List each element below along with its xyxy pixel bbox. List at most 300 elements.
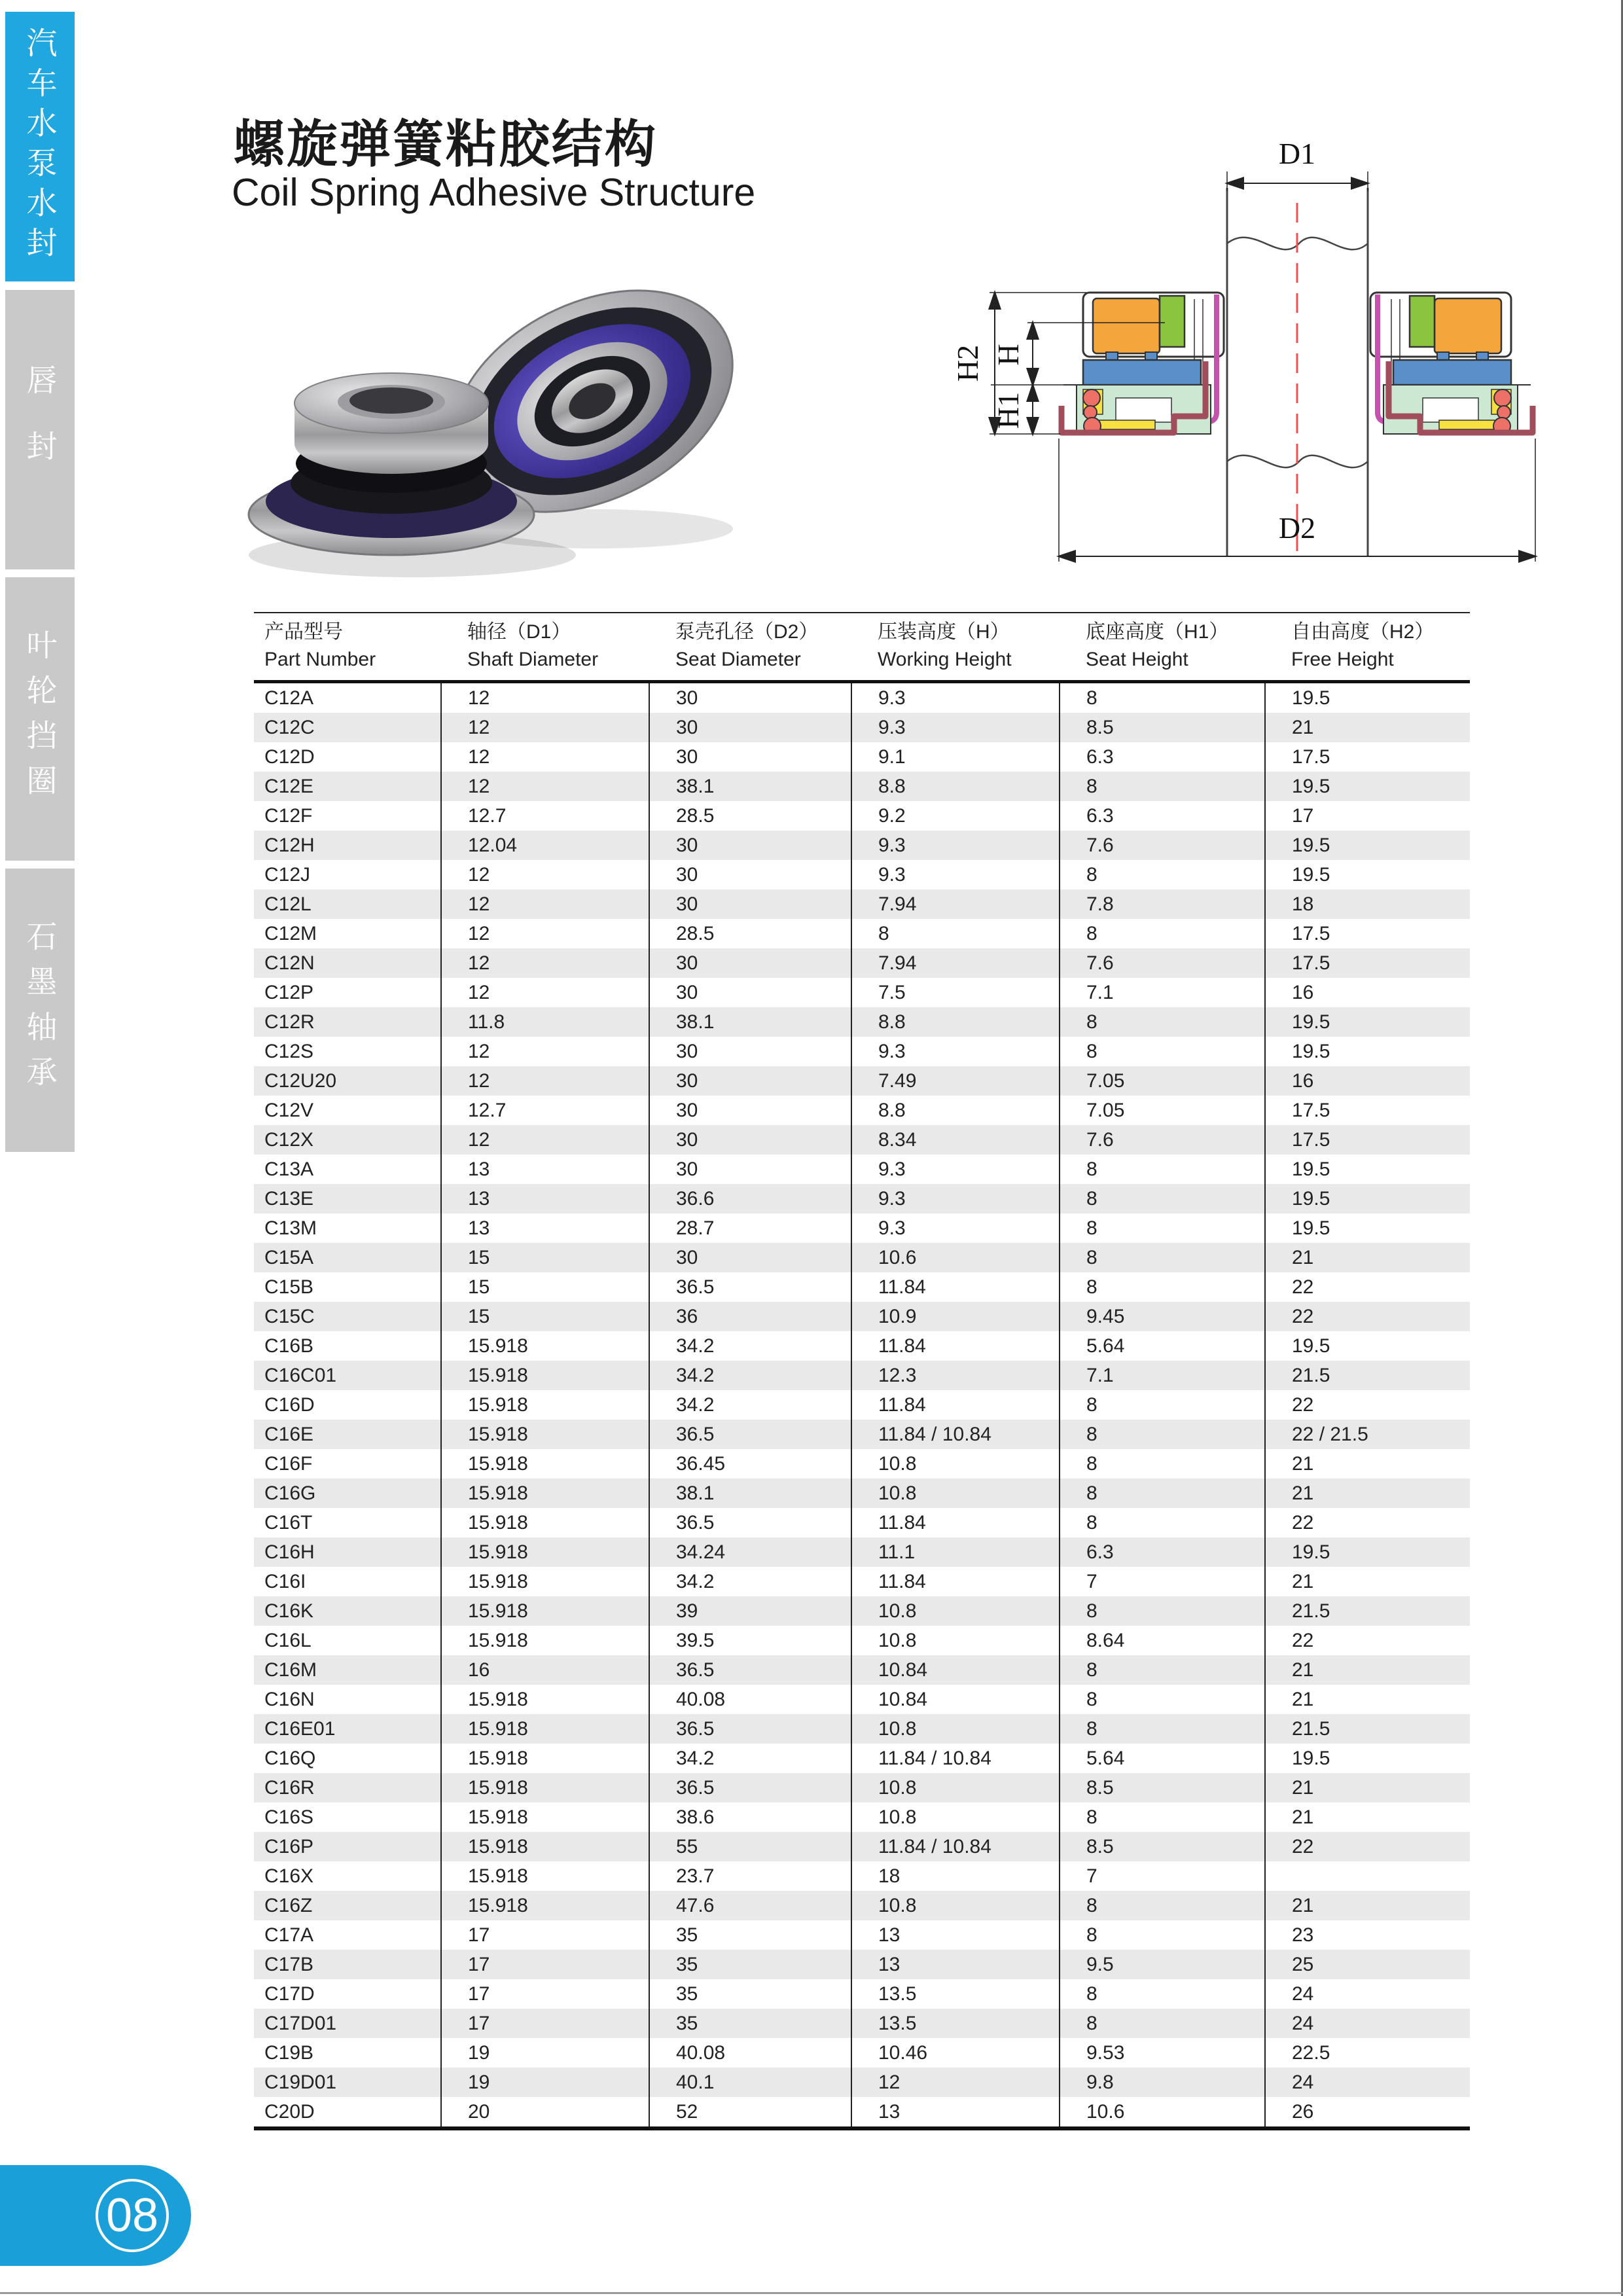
table-cell: C16D [264, 1393, 315, 1416]
table-cell: C12J [264, 863, 311, 886]
table-cell: 15.918 [441, 1537, 649, 1567]
table-cell: 36.5 [649, 1508, 851, 1537]
table-cell: 12 [441, 889, 649, 919]
table-cell: C16K [264, 1600, 314, 1622]
sidebar-tab-4[interactable]: 石墨轴承 [5, 869, 75, 1152]
table-cell: 11.84 [851, 1567, 1060, 1596]
table-cell: 13 [441, 1184, 649, 1213]
table-cell: 15 [441, 1272, 649, 1302]
table-cell: 9.8 [1060, 2068, 1265, 2097]
table-cell: 30 [649, 682, 851, 713]
table-cell: 7.05 [1060, 1096, 1265, 1125]
table-header-row [254, 613, 1470, 682]
table-cell: C16E [264, 1423, 314, 1445]
table-cell: 40.1 [649, 2068, 851, 2097]
table-cell: 13.5 [851, 1979, 1060, 2009]
table-cell: C16P [264, 1835, 314, 1857]
table-cell: 36.5 [649, 1714, 851, 1744]
table-cell: C16Q [264, 1747, 316, 1769]
table-cell: 30 [649, 1096, 851, 1125]
table-cell: 12 [851, 2068, 1060, 2097]
table-cell: 7.6 [1060, 1125, 1265, 1155]
table-cell: 19.5 [1265, 1744, 1470, 1773]
table-cell: 34.2 [649, 1567, 851, 1596]
table-cell: C16E01 [264, 1717, 336, 1740]
table-cell: 20 [441, 2097, 649, 2128]
table-cell: 30 [649, 1125, 851, 1155]
table-cell: C16I [264, 1570, 306, 1592]
table-row [254, 1626, 1470, 1655]
table-cell: 8 [1060, 1920, 1265, 1950]
table-cell: 17 [441, 1920, 649, 1950]
table-cell: 8 [1060, 919, 1265, 948]
table-cell: 8 [1060, 1449, 1265, 1479]
table-cell: 19.5 [1265, 860, 1470, 889]
table-cell: C13E [264, 1187, 314, 1210]
table-row [254, 2068, 1470, 2097]
table-cell: 12 [441, 742, 649, 772]
column-header-6: 自由高度（H2） Free Height [1265, 613, 1470, 682]
table-cell: 24 [1265, 2068, 1470, 2097]
table-cell: 19.5 [1265, 1213, 1470, 1243]
sidebar-tab-3[interactable]: 叶轮挡圈 [5, 577, 75, 861]
table-cell: 8 [1060, 1479, 1265, 1508]
table-row [254, 1361, 1470, 1390]
table-cell: 19.5 [1265, 772, 1470, 801]
table-cell: 21 [1265, 1891, 1470, 1920]
table-cell: 8.5 [1060, 1773, 1265, 1803]
table-row [254, 1861, 1470, 1891]
table-row [254, 919, 1470, 948]
table-cell: 36.6 [649, 1184, 851, 1213]
table-cell: 40.08 [649, 1685, 851, 1714]
table-cell: 35 [649, 1920, 851, 1950]
table-row [254, 831, 1470, 860]
table-cell: 35 [649, 1979, 851, 2009]
table-cell: 9.3 [851, 713, 1060, 742]
table-cell: 19.5 [1265, 831, 1470, 860]
table-cell: 22 [1265, 1832, 1470, 1861]
table-cell: 28.5 [649, 801, 851, 831]
page-number-badge [0, 2165, 191, 2266]
table-cell: 17.5 [1265, 1096, 1470, 1125]
table-cell: 7.05 [1060, 1066, 1265, 1096]
table-cell: C13M [264, 1217, 317, 1239]
table-row [254, 978, 1470, 1007]
table-cell: 8 [1060, 1803, 1265, 1832]
column-header-1: 产品型号 Part Number [254, 613, 441, 682]
table-cell: 28.7 [649, 1213, 851, 1243]
table-cell: 12.04 [441, 831, 649, 860]
table-cell: 21.5 [1265, 1714, 1470, 1744]
table-cell: 15.918 [441, 1803, 649, 1832]
table-row [254, 1449, 1470, 1479]
table-cell: 13.5 [851, 2009, 1060, 2038]
table-cell: 8.8 [851, 1096, 1060, 1125]
table-cell: 22 [1265, 1508, 1470, 1537]
sidebar-tab-1[interactable]: 汽车水泵水封 [5, 12, 75, 281]
table-cell: 9.2 [851, 801, 1060, 831]
table-cell: 34.2 [649, 1331, 851, 1361]
table-cell: 17.5 [1265, 742, 1470, 772]
table-cell: 17.5 [1265, 919, 1470, 948]
table-cell: 30 [649, 1066, 851, 1096]
table-cell: 7 [1060, 1567, 1265, 1596]
table-cell: 6.3 [1060, 1537, 1265, 1567]
table-cell: 38.1 [649, 1007, 851, 1037]
table-cell: 17.5 [1265, 1125, 1470, 1155]
table-cell: 9.45 [1060, 1302, 1265, 1331]
table-cell: 8 [1060, 1184, 1265, 1213]
table-row [254, 1184, 1470, 1213]
table-cell: 8.8 [851, 772, 1060, 801]
dim-label-d1: D1 [1278, 137, 1316, 170]
table-cell: 30 [649, 1037, 851, 1066]
table-row [254, 1037, 1470, 1066]
table-cell: 6.3 [1060, 801, 1265, 831]
table-cell: 22.5 [1265, 2038, 1470, 2068]
table-cell: 15.918 [441, 1390, 649, 1420]
table-cell: 19 [441, 2038, 649, 2068]
table-cell: 30 [649, 948, 851, 978]
table-cell: 21 [1265, 1803, 1470, 1832]
table-cell: 19.5 [1265, 1007, 1470, 1037]
table-cell: 15.918 [441, 1567, 649, 1596]
table-cell: 15.918 [441, 1449, 649, 1479]
table-cell: 9.3 [851, 1213, 1060, 1243]
table-cell: 15.918 [441, 1626, 649, 1655]
table-cell: C12V [264, 1099, 314, 1121]
table-cell: 15.918 [441, 1685, 649, 1714]
table-cell: 34.24 [649, 1537, 851, 1567]
table-cell: 8 [1060, 1420, 1265, 1449]
technical-diagram [949, 98, 1610, 596]
table-cell: 12 [441, 948, 649, 978]
table-cell: 15.918 [441, 1891, 649, 1920]
table-cell: 36 [649, 1302, 851, 1331]
table-cell: C12C [264, 716, 315, 738]
table-cell: 8 [1060, 1213, 1265, 1243]
table-cell: C20D [264, 2100, 315, 2123]
table-cell: C12D [264, 745, 315, 768]
table-cell: 8 [1060, 1155, 1265, 1184]
table-cell: 8 [1060, 1508, 1265, 1537]
table-cell: C16L [264, 1629, 312, 1651]
table-cell: C16C01 [264, 1364, 337, 1386]
table-cell: 39 [649, 1596, 851, 1626]
table-row [254, 1920, 1470, 1950]
table-cell: C12M [264, 922, 317, 944]
table-row [254, 1596, 1470, 1626]
page-number: 08 [96, 2179, 169, 2252]
table-cell: 39.5 [649, 1626, 851, 1655]
table-row [254, 1155, 1470, 1184]
table-cell: 36.45 [649, 1449, 851, 1479]
table-cell: 7.5 [851, 978, 1060, 1007]
table-cell: C16G [264, 1482, 316, 1504]
table-cell: 8 [1060, 1037, 1265, 1066]
table-cell: 8 [1060, 860, 1265, 889]
table-cell: 9.53 [1060, 2038, 1265, 2068]
table-cell: 17 [441, 1950, 649, 1979]
table-cell: 47.6 [649, 1891, 851, 1920]
table-cell: C16H [264, 1541, 315, 1563]
table-cell: 6.3 [1060, 742, 1265, 772]
table-row [254, 742, 1470, 772]
table-cell: 9.3 [851, 682, 1060, 713]
table-cell: 13 [441, 1213, 649, 1243]
table-cell: 16 [1265, 1066, 1470, 1096]
table-cell: 10.8 [851, 1773, 1060, 1803]
table-cell: 15.918 [441, 1596, 649, 1626]
table-cell: 12 [441, 1125, 649, 1155]
table-cell: C16Z [264, 1894, 313, 1916]
table-row [254, 1479, 1470, 1508]
table-cell: 10.8 [851, 1449, 1060, 1479]
table-cell: 19.5 [1265, 1184, 1470, 1213]
table-cell: 11.8 [441, 1007, 649, 1037]
table-cell: 17.5 [1265, 948, 1470, 978]
table-cell: 7.1 [1060, 1361, 1265, 1390]
table-cell: 21 [1265, 713, 1470, 742]
table-row [254, 948, 1470, 978]
table-cell: 15.918 [441, 1832, 649, 1861]
table-row [254, 1979, 1470, 2009]
table-cell: 9.3 [851, 1155, 1060, 1184]
sidebar-tab-2[interactable]: 唇封 [5, 290, 75, 569]
table-row [254, 1744, 1470, 1773]
table-cell: 10.8 [851, 1479, 1060, 1508]
table-row [254, 1714, 1470, 1744]
table-cell: 8 [851, 919, 1060, 948]
table-cell: C16N [264, 1688, 315, 1710]
table-cell: 36.5 [649, 1773, 851, 1803]
table-cell: 19.5 [1265, 1037, 1470, 1066]
table-cell: 13 [851, 2097, 1060, 2128]
table-cell: 21 [1265, 1685, 1470, 1714]
table-cell: C12H [264, 834, 315, 856]
table-cell: 8.5 [1060, 1832, 1265, 1861]
table-cell: 12.7 [441, 801, 649, 831]
table-cell: 24 [1265, 2009, 1470, 2038]
table-row [254, 1685, 1470, 1714]
table-cell: 13 [851, 1920, 1060, 1950]
table-cell: 8 [1060, 1714, 1265, 1744]
table-cell: 25 [1265, 1950, 1470, 1979]
table-cell: 11.84 [851, 1390, 1060, 1420]
table-row [254, 1508, 1470, 1537]
table-cell: 30 [649, 1243, 851, 1272]
table-row [254, 1302, 1470, 1331]
table-cell: 12 [441, 860, 649, 889]
table-row [254, 2038, 1470, 2068]
table-cell: C12U20 [264, 1069, 337, 1092]
table-cell: C17A [264, 1924, 314, 1946]
table-cell: 10.8 [851, 1891, 1060, 1920]
table-cell: 7.1 [1060, 978, 1265, 1007]
table-cell: 30 [649, 713, 851, 742]
page-title-en: Coil Spring Adhesive Structure [232, 171, 756, 214]
table-row [254, 2097, 1470, 2128]
table-cell: 7.8 [1060, 889, 1265, 919]
table-cell: 10.8 [851, 1626, 1060, 1655]
dim-label-h2: H2 [951, 344, 984, 382]
table-cell: 8 [1060, 1272, 1265, 1302]
table-cell: C12S [264, 1040, 314, 1062]
table-cell: 30 [649, 889, 851, 919]
table-cell: 21 [1265, 1567, 1470, 1596]
table-cell: 8 [1060, 1390, 1265, 1420]
table-cell: 7.94 [851, 889, 1060, 919]
table-cell: 8 [1060, 682, 1265, 713]
table-cell: 12 [441, 919, 649, 948]
table-cell: 13 [441, 1155, 649, 1184]
table-cell: 19 [441, 2068, 649, 2097]
table-row [254, 1213, 1470, 1243]
table-cell: 9.3 [851, 860, 1060, 889]
table-cell: 15.918 [441, 1861, 649, 1891]
table-cell: 8 [1060, 1243, 1265, 1272]
table-cell: C16S [264, 1806, 314, 1828]
table-cell: 8 [1060, 1007, 1265, 1037]
table-cell: 55 [649, 1832, 851, 1861]
table-cell: 5.64 [1060, 1331, 1265, 1361]
table-cell: 30 [649, 860, 851, 889]
table-cell: 12.3 [851, 1361, 1060, 1390]
spec-table [254, 612, 1470, 2130]
table-cell: 52 [649, 2097, 851, 2128]
table-cell: 10.9 [851, 1302, 1060, 1331]
table-cell: 30 [649, 1155, 851, 1184]
table-cell: C12X [264, 1128, 314, 1151]
table-cell: 12 [441, 978, 649, 1007]
table-cell: 8.34 [851, 1125, 1060, 1155]
table-row [254, 1537, 1470, 1567]
table-cell: 19.5 [1265, 1537, 1470, 1567]
table-cell: 17 [441, 1979, 649, 2009]
seal-cross-section [1061, 293, 1224, 435]
dim-label-h: H [991, 344, 1025, 366]
table-cell: 15.918 [441, 1420, 649, 1449]
column-header-2: 轴径（D1） Shaft Diameter [441, 613, 649, 682]
table-cell: 7.49 [851, 1066, 1060, 1096]
table-cell: 21.5 [1265, 1596, 1470, 1626]
table-cell: 15.918 [441, 1361, 649, 1390]
table-cell: 9.5 [1060, 1950, 1265, 1979]
table-cell: 11.84 / 10.84 [851, 1832, 1060, 1861]
table-cell: 10.8 [851, 1596, 1060, 1626]
table-cell: 8 [1060, 1596, 1265, 1626]
table-cell: 10.6 [851, 1243, 1060, 1272]
table-row [254, 1331, 1470, 1361]
table-cell: C12N [264, 952, 315, 974]
table-cell: 10.8 [851, 1803, 1060, 1832]
table-cell: 24 [1265, 1979, 1470, 2009]
table-cell: C17B [264, 1953, 314, 1975]
table-cell: C16T [264, 1511, 313, 1534]
table-cell: 11.84 [851, 1331, 1060, 1361]
table-row [254, 1891, 1470, 1920]
table-cell: C15A [264, 1246, 314, 1268]
table-row [254, 1773, 1470, 1803]
table-cell: 10.84 [851, 1655, 1060, 1685]
table-row [254, 1390, 1470, 1420]
table-cell: 19.5 [1265, 1155, 1470, 1184]
table-cell: 11.84 / 10.84 [851, 1744, 1060, 1773]
table-cell: 18 [1265, 889, 1470, 919]
table-row [254, 1832, 1470, 1861]
table-cell: 19.5 [1265, 682, 1470, 713]
table-cell: 34.2 [649, 1744, 851, 1773]
table-cell: 26 [1265, 2097, 1470, 2128]
table-cell: 21 [1265, 1243, 1470, 1272]
table-row [254, 713, 1470, 742]
table-cell: 12.7 [441, 1096, 649, 1125]
table-cell: 8.64 [1060, 1626, 1265, 1655]
table-row [254, 1243, 1470, 1272]
table-cell: 15 [441, 1243, 649, 1272]
table-cell: 8.8 [851, 1007, 1060, 1037]
table-cell: 9.3 [851, 1184, 1060, 1213]
table-row [254, 1125, 1470, 1155]
table-cell: 8 [1060, 2009, 1265, 2038]
table-row [254, 1950, 1470, 1979]
table-cell: C19B [264, 2041, 314, 2064]
table-cell: C12F [264, 804, 313, 827]
table-cell: 9.1 [851, 742, 1060, 772]
table-cell: C16M [264, 1659, 317, 1681]
dim-label-d2: D2 [1278, 511, 1316, 545]
page-title-zh: 螺旋弹簧粘胶结构 [234, 115, 658, 173]
table-body [254, 682, 1470, 2129]
table-row [254, 1272, 1470, 1302]
table-cell: 34.2 [649, 1361, 851, 1390]
table-row [254, 682, 1470, 713]
table-cell: 19.5 [1265, 1331, 1470, 1361]
table-cell: 15.918 [441, 1331, 649, 1361]
table-cell: 21 [1265, 1449, 1470, 1479]
table-cell: 11.84 [851, 1508, 1060, 1537]
table-cell: C12L [264, 893, 312, 915]
page-edge-bottom [0, 2292, 1623, 2294]
table-cell: C16F [264, 1452, 313, 1475]
table-row [254, 1007, 1470, 1037]
table-cell: 7.6 [1060, 831, 1265, 860]
table-cell: 30 [649, 978, 851, 1007]
table-cell: 28.5 [649, 919, 851, 948]
dim-label-h1: H1 [991, 391, 1025, 429]
table-cell: 7.6 [1060, 948, 1265, 978]
table-cell: 7 [1060, 1861, 1265, 1891]
table-cell: 5.64 [1060, 1744, 1265, 1773]
table-cell: 21 [1265, 1773, 1470, 1803]
table-cell: C17D01 [264, 2012, 337, 2034]
table-cell: C16R [264, 1776, 315, 1799]
table-cell: 22 [1265, 1626, 1470, 1655]
table-cell: C15B [264, 1276, 314, 1298]
table-cell: 21.5 [1265, 1361, 1470, 1390]
table-cell: 12 [441, 1037, 649, 1066]
table-cell: 16 [1265, 978, 1470, 1007]
table-cell: 13 [851, 1950, 1060, 1979]
table-cell: 36.5 [649, 1272, 851, 1302]
table-cell: 15.918 [441, 1773, 649, 1803]
column-header-4: 压装高度（H） Working Height [851, 613, 1060, 682]
table-cell: 15 [441, 1302, 649, 1331]
table-cell: 23.7 [649, 1861, 851, 1891]
table-cell: 10.84 [851, 1685, 1060, 1714]
table-cell: 17 [1265, 801, 1470, 831]
